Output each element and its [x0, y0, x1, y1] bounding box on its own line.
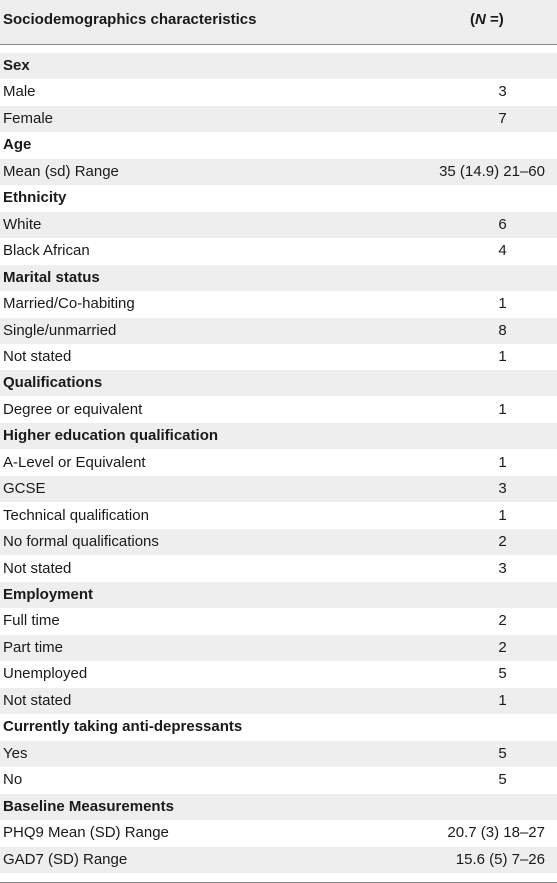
table-row — [0, 238, 557, 264]
section-row — [0, 582, 557, 608]
section-row — [0, 185, 557, 211]
table-row — [0, 344, 557, 370]
row-value: 1 — [498, 691, 507, 709]
row-value: 3 — [498, 83, 507, 101]
table-row — [0, 820, 557, 846]
table-row — [0, 741, 557, 767]
section-label: Higher education qualification — [3, 427, 219, 445]
row-label: Not stated — [3, 347, 72, 365]
table-row — [0, 450, 557, 476]
row-label: Not stated — [3, 691, 72, 709]
section-label: Baseline Measurements — [3, 797, 174, 815]
row-value: 1 — [498, 400, 507, 418]
row-value: 3 — [498, 480, 507, 498]
row-value: 5 — [498, 744, 507, 762]
table-row — [0, 212, 557, 238]
section-label: Ethnicity — [3, 189, 67, 207]
row-label: Yes — [3, 744, 28, 762]
row-value: 1 — [498, 295, 507, 313]
table-row — [0, 318, 557, 344]
table-row — [0, 79, 557, 105]
row-label: A-Level or Equivalent — [3, 453, 146, 471]
row-label: No formal qualifications — [3, 533, 159, 551]
row-value: 2 — [498, 612, 507, 630]
row-value: 1 — [498, 506, 507, 524]
row-value: 6 — [498, 215, 507, 233]
section-label: Qualifications — [3, 374, 103, 392]
section-row — [0, 423, 557, 449]
row-label: GAD7 (SD) Range — [3, 850, 128, 868]
row-value: 15.6 (5) 7–26 — [455, 850, 545, 868]
table-row — [0, 608, 557, 634]
row-label: Unemployed — [3, 665, 88, 683]
row-label: PHQ9 Mean (SD) Range — [3, 824, 169, 842]
row-value: 4 — [498, 242, 507, 260]
section-label: Currently taking anti-depressants — [3, 718, 243, 736]
row-label: Not stated — [3, 559, 72, 577]
table-row — [0, 529, 557, 555]
section-row — [0, 370, 557, 396]
section-row — [0, 53, 557, 79]
row-value: 2 — [498, 533, 507, 551]
section-row — [0, 794, 557, 820]
header-rule — [0, 44, 557, 45]
row-label: Married/Co-habiting — [3, 295, 135, 313]
table-row — [0, 159, 557, 185]
row-value: 3 — [498, 559, 507, 577]
row-value: 20.7 (3) 18–27 — [447, 824, 545, 842]
section-row — [0, 714, 557, 740]
row-label: Female — [3, 109, 54, 127]
row-label: Technical qualification — [3, 506, 149, 524]
row-label: Part time — [3, 638, 64, 656]
row-label: Black African — [3, 242, 90, 260]
table-row — [0, 397, 557, 423]
section-row — [0, 265, 557, 291]
table-row — [0, 767, 557, 793]
section-row — [0, 132, 557, 158]
section-label: Age — [3, 136, 32, 154]
header-label: Sociodemographics characteristics — [3, 11, 257, 28]
row-label: White — [3, 215, 42, 233]
table-row — [0, 661, 557, 687]
table-row — [0, 503, 557, 529]
row-value: 7 — [498, 109, 507, 127]
row-label: Mean (sd) Range — [3, 162, 119, 180]
table-row — [0, 106, 557, 132]
row-value: 1 — [498, 347, 507, 365]
row-label: Male — [3, 83, 36, 101]
table-row — [0, 688, 557, 714]
row-label: Degree or equivalent — [3, 400, 143, 418]
table-row — [0, 635, 557, 661]
table-row — [0, 291, 557, 317]
row-label: Single/unmarried — [3, 321, 117, 339]
row-value: 8 — [498, 321, 507, 339]
section-label: Employment — [3, 586, 94, 603]
row-label: No — [3, 771, 23, 789]
row-value: 35 (14.9) 21–60 — [439, 162, 545, 180]
row-label: GCSE — [3, 480, 46, 498]
section-label: Marital status — [3, 268, 100, 286]
header-n-column: (N =) — [470, 11, 504, 28]
row-value: 5 — [498, 771, 507, 789]
section-label: Sex — [3, 57, 30, 74]
table-row — [0, 556, 557, 582]
row-value: 2 — [498, 638, 507, 656]
table-row — [0, 847, 557, 873]
row-label: Full time — [3, 612, 60, 630]
table-row — [0, 476, 557, 502]
row-value: 5 — [498, 665, 507, 683]
table-header — [0, 0, 557, 44]
row-value: 1 — [498, 453, 507, 471]
